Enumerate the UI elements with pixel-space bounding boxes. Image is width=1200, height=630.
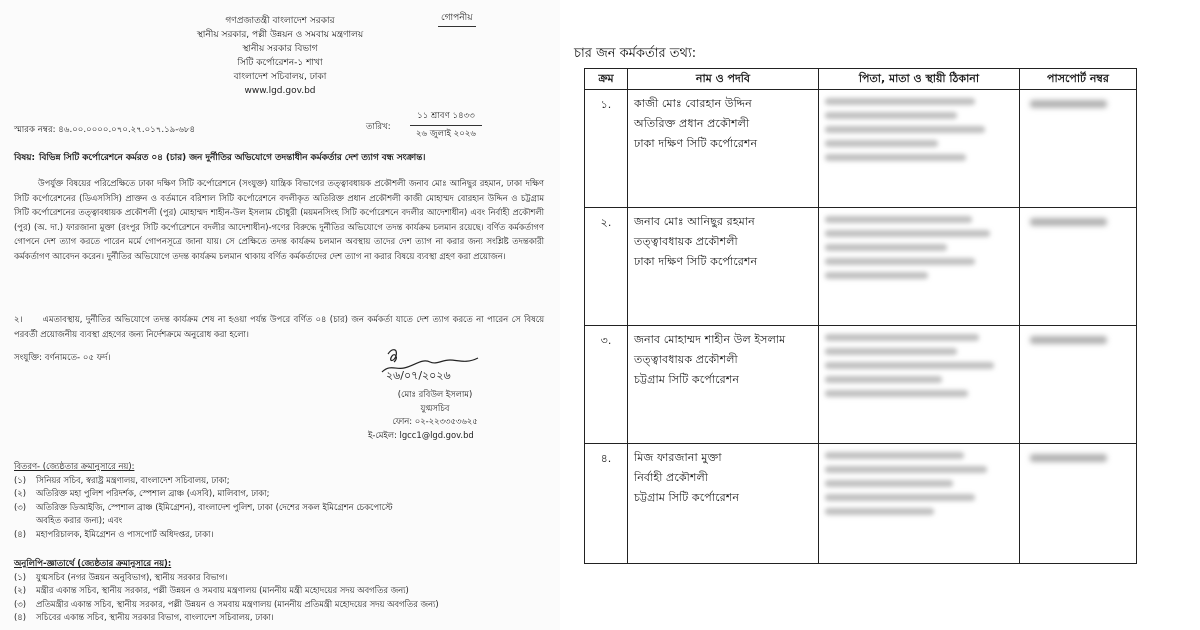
signer-email: ই-মেইল: lgcc1@lgd.gov.bd (368, 429, 474, 440)
column-header: পাসপোর্ট নম্বর (1020, 69, 1137, 90)
handwritten-signature (376, 346, 496, 382)
passport-cell-redacted (1020, 326, 1137, 444)
officer-name: জনাব মোঃ আনিছুর রহমান (634, 215, 755, 228)
paragraph-2 (14, 312, 544, 341)
officer-designation: অতিরিক্ত প্রধান প্রকৌশলী (634, 117, 750, 130)
officer-office: ঢাকা দক্ষিণ সিটি কর্পোরেশন (634, 255, 758, 268)
item-text: অতিরিক্ত ডিআইজি, স্পেশাল ব্রাঞ্চ (ইমিগ্রেশন), বাংলাদেশ পুলিশ, ঢাকা (দেশের সকল ইমিগ্রেশন চেকপোস্টে (36, 501, 393, 512)
officer-name: কাজী মোঃ বোরহান উদ্দিন (634, 97, 752, 110)
table-row (585, 90, 1137, 208)
list-item (14, 611, 554, 625)
address-cell-redacted (819, 444, 1020, 564)
table-row (585, 208, 1137, 326)
serial-cell: ৪. (585, 444, 628, 564)
address-cell-redacted (819, 208, 1020, 326)
item-number: (১) (14, 571, 26, 582)
address-cell-redacted (819, 326, 1020, 444)
copy-list (14, 557, 554, 625)
serial-cell: ১. (585, 90, 628, 208)
list-item (14, 584, 554, 598)
name-cell (628, 208, 819, 326)
item-continuation: অবহিত করার জন্য); এবং (36, 515, 123, 526)
column-header: পিতা, মাতা ও স্থায়ী ঠিকানা (819, 69, 1020, 90)
item-text: মন্ত্রীর একান্ত সচিব, স্থানীয় সরকার, পল্লী উন্নয়ন ও সমবায় মন্ত্রণালয় (মাননীয় মন্ত্রী মহোদয়ের সদয় অবগতির জন্য) (36, 585, 409, 596)
signatory-block (360, 388, 510, 442)
item-number: (২) (14, 585, 26, 596)
date-label: তারিখ: (366, 122, 391, 132)
letter-header (150, 14, 410, 98)
attachment-note: সংযুক্তি: বর্ণনামতে- ০৫ ফর্দ। (14, 353, 111, 363)
list-item (14, 598, 554, 612)
officer-office: চট্টগ্রাম সিটি কর্পোরেশন (634, 491, 740, 504)
passport-cell-redacted (1020, 444, 1137, 564)
table-title: চার জন কর্মকর্তার তথ্য: (574, 46, 697, 61)
officer-designation: নির্বাহী প্রকৌশলী (634, 471, 709, 484)
item-text: মহাপরিচালক, ইমিগ্রেশন ও পাসপোর্ট অধিদপ্তর, ঢাকা। (36, 528, 214, 539)
passport-cell-redacted (1020, 208, 1137, 326)
item-text: প্রতিমন্ত্রীর একান্ত সচিব, স্থানীয় সরকার, পল্লী উন্নয়ন ও সমবায় মন্ত্রণালয় (মাননীয় প্রতিমন্ত্রী মহোদয়ের সদয় অবগতির জন্য) (36, 598, 439, 609)
list-item (14, 501, 554, 515)
list-item (14, 474, 554, 488)
signer-name: (মোঃ রবিউল ইসলাম) (397, 389, 473, 399)
item-text: সচিবের একান্ত সচিব, স্থানীয় সরকার বিভাগ, বাংলাদেশ সচিবালয়, ঢাকা। (36, 612, 274, 623)
list-item (14, 487, 554, 501)
header-line: স্থানীয় সরকার, পল্লী উন্নয়ন ও সমবায় মন্ত্রণালয় (196, 30, 364, 40)
item-number: (৩) (14, 598, 26, 609)
table-header-row (585, 69, 1137, 90)
name-cell (628, 90, 819, 208)
date-english: ২৬ জুলাই ২০২৬ (415, 128, 477, 139)
paragraph-1: উপর্যুক্ত বিষয়ের পরিপ্রেক্ষিতে ঢাকা দক্ষিণ সিটি কর্পোরেশনে (সংযুক্ত) যান্ত্রিক বিভাগের তত্ত্বাবধায়ক প্রকৌশলী জনাব মোঃ আনিছুর রহমান, ঢাকা দক্ষিণ সিটি কর্পোরেশনের (ডিএসসিসি) প্রাক্তন ও বর্তমানে বরিশাল সিটি কর্পোরেশনে বদলীকৃত অতিরিক্ত প্রধান প্রকৌশলী কাজী মোহাম্মদ বোরহান উদ্দিন ও চট্টগ্রাম সিটি কর্পোরেশনের তত্ত্বাবধায়ক প্রকৌশলী (পুর) মোহাম্মদ শাহীন-উল ইসলাম চৌধুরী (ময়মনসিংহ সিটি কর্পোরেশনে বদলীর আদেশাধীন) এবং নির্বাহী প্রকৌশলী (পুর) (অ. দা.) ফারজানা মুক্তা (রংপুর সিটি কর্পোরেশনে বদলীর আদেশাধীন)-গণের বিরুদ্ধে দুর্নীতির অভিযোগে তদন্ত কার্যক্রম চলমান রয়েছে। বর্ণিত কর্মকর্তাগণ গোপনে দেশ ত্যাগ করতে পারেন মর্মে গোপনসূত্রে জানা যায়। সে প্রেক্ষিতে তদন্ত কার্যক্রম চলমান অবস্থায় তাদের দেশ ত্যাগ না করার জন্য সংশ্লিষ্ট তদন্তকারী কর্মকর্তাগণ আবেদন করেন। দুর্নীতির অভিযোগে তদন্ত কার্যক্রম চলমান থাকায় বর্ণিত কর্মকর্তাদের দেশ ত্যাগ না করার বিষয়ে ব্যবস্থা গ্রহণ করা প্রয়োজন। (14, 178, 544, 261)
item-number: (১) (14, 474, 26, 485)
distribution-list (14, 460, 554, 542)
officer-name: মিজ ফারজানা মুক্তা (634, 451, 722, 464)
column-header: নাম ও পদবি (628, 69, 819, 90)
official-letter (0, 0, 560, 630)
paragraph-2-text: এমতাবস্থায়, দুর্নীতির অভিযোগে তদন্ত কার্যক্রম শেষ না হওয়া পর্যন্ত উপরে বর্ণিত ০৪ (চার) জন কর্মকর্তা যাতে দেশ ত্যাগ করতে না পারেন সে বিষয়ে পরবর্তী প্রয়োজনীয় ব্যবস্থা গ্রহণের জন্য নির্দেশক্রমে অনুরোধ করা হলো। (14, 314, 544, 339)
serial-cell: ৩. (585, 326, 628, 444)
confidential-label: গোপনীয় (438, 12, 476, 27)
header-line: গণপ্রজাতন্ত্রী বাংলাদেশ সরকার (225, 16, 335, 26)
address-cell-redacted (819, 90, 1020, 208)
name-cell (628, 444, 819, 564)
copy-title: অনুলিপি-জ্ঞাতার্থে (জ্যেষ্ঠতার ক্রমানুসারে নয়): (14, 558, 172, 568)
item-text: অতিরিক্ত মহা পুলিশ পরিদর্শক, স্পেশাল ব্রাঞ্চ (এসবি), মালিবাগ, ঢাকা; (36, 488, 270, 499)
item-text: যুগ্মসচিব (নগর উন্নয়ন অনুবিভাগ), স্থানীয় সরকার বিভাগ। (36, 571, 228, 582)
item-text: সিনিয়র সচিব, স্বরাষ্ট্র মন্ত্রণালয়, বাংলাদেশ সচিবালয়, ঢাকা; (36, 474, 230, 485)
passport-cell-redacted (1020, 90, 1137, 208)
subject-label: বিষয়: (14, 153, 35, 163)
officers-table (584, 68, 1137, 564)
item-number: (২) (14, 488, 26, 499)
item-number: (৪) (14, 612, 26, 623)
list-item (14, 571, 554, 585)
item-number: (৩) (14, 501, 26, 512)
list-item (14, 528, 554, 542)
signature-date: ২৬/০৭/২০২৬ (386, 369, 451, 382)
paragraph-number: ২। (14, 314, 23, 324)
officer-office: চট্টগ্রাম সিটি কর্পোরেশন (634, 373, 740, 386)
name-cell (628, 326, 819, 444)
officer-office: ঢাকা দক্ষিণ সিটি কর্পোরেশন (634, 137, 758, 150)
officer-designation: তত্ত্বাবধায়ক প্রকৌশলী (634, 353, 738, 366)
header-website: www.lgd.gov.bd (244, 86, 316, 96)
signer-designation: যুগ্মসচিব (420, 402, 450, 413)
table-row (585, 444, 1137, 564)
table-row (585, 326, 1137, 444)
officer-designation: তত্ত্বাবধায়ক প্রকৌশলী (634, 235, 738, 248)
header-line: সিটি কর্পোরেশন-১ শাখা (237, 58, 323, 68)
distribution-title: বিতরণ- (জ্যেষ্ঠতার ক্রমানুসারে নয়): (14, 461, 135, 471)
header-line: বাংলাদেশ সচিবালয়, ঢাকা (233, 72, 327, 82)
date-bangla: ১১ শ্রাবণ ১৪৩৩ (410, 110, 482, 126)
serial-cell: ২. (585, 208, 628, 326)
memo-number: স্মারক নম্বর: ৪৬.০০.০০০০.০৭০.২৭.০১৭.১৯-৬৮৪ (14, 125, 196, 135)
column-header: ক্রম (585, 69, 628, 90)
officer-name: জনাব মোহাম্মদ শাহীন উল ইসলাম (634, 333, 786, 346)
subject-text: বিভিন্ন সিটি কর্পোরেশনে কর্মরত ০৪ (চার) জন দুর্নীতির অভিযোগে তদন্তাধীন কর্মকর্তার দেশ ত্যাগ বন্ধ সংক্রান্ত। (38, 153, 426, 163)
date-box (410, 110, 482, 141)
header-line: স্থানীয় সরকার বিভাগ (242, 44, 318, 54)
item-number: (৪) (14, 528, 26, 539)
signer-phone: ফোন: ০২-২২৩৩৫৩৬২৫ (392, 416, 478, 427)
subject-line (14, 152, 544, 165)
